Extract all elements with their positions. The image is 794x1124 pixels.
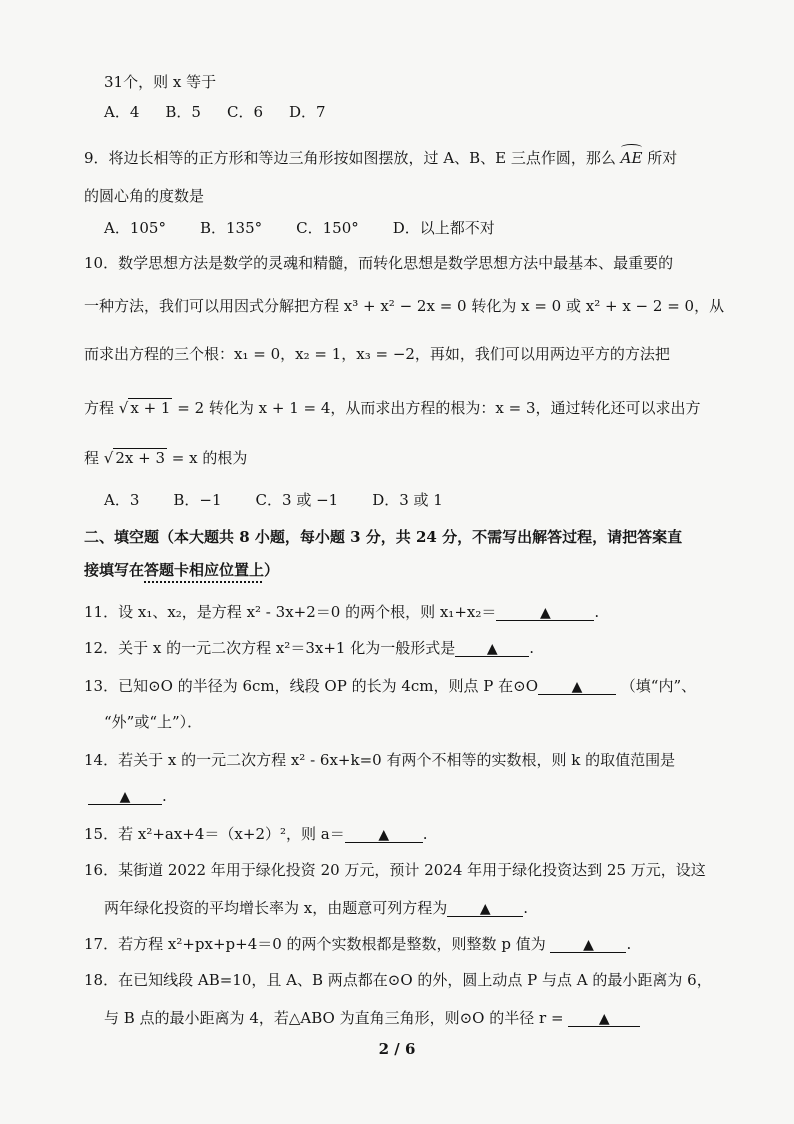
q10-line5: 程 √ 2x + 3 = x 的根为 <box>84 449 248 467</box>
blank-triangle-icon: ▲ <box>571 679 583 695</box>
q18-answer-blank[interactable] <box>568 1008 640 1027</box>
q13-line2: “外”或“上”）． <box>104 713 203 731</box>
blank-triangle-icon: ▲ <box>539 605 551 621</box>
section2-heading-line2: 接填写在答题卡相应位置上） <box>84 561 280 579</box>
answer-card-emphasis: 答题卡相应位置上 <box>144 561 265 579</box>
q17: 17．若方程 x²+px+p+4＝0 的两个实数根都是整数，则整数 p 值为 ▲ . <box>84 935 632 953</box>
q13: 13．已知⊙O 的半径为 6cm，线段 OP 的长为 4cm，则点 P 在⊙O ▲ （填“内”、 <box>84 677 697 695</box>
q18-line1: 18．在已知线段 AB=10，且 A、B 两点都在⊙O 的外，圆上动点 P 与点 A 的最小距离为 6， <box>84 971 712 989</box>
q8-option-c: C．6 <box>226 103 263 121</box>
q9-line1: 9．将边长相等的正方形和等边三角形按如图摆放，过 A、B、E 三点作圆，那么 AE 所对 <box>84 149 678 167</box>
q16-line2: 两年绿化投资的平均增长率为 x，由题意可列方程为 ▲ . <box>104 899 529 917</box>
q10-line1: 10．数学思想方法是数学的灵魂和精髓，而转化思想是数学思想方法中最基本、最重要的 <box>84 254 674 272</box>
q10-option-d: D．3 或 1 <box>372 491 443 509</box>
q9-line2: 的圆心角的度数是 <box>84 187 205 205</box>
q10-line3: 而求出方程的三个根：x₁ = 0，x₂ = 1，x₃ = −2，再如，我们可以用两边平方的方法把 <box>84 345 670 363</box>
blank-triangle-icon: ▲ <box>583 937 594 953</box>
q17-answer-blank[interactable] <box>550 934 626 953</box>
q8-option-a: A．4 <box>104 103 140 121</box>
q16-line1: 16．某街道 2022 年用于绿化投资 20 万元，预计 2024 年用于绿化投资达到 25 万元，设这 <box>84 861 706 879</box>
q8-option-d: D．7 <box>289 103 326 121</box>
q9-option-b: B．135° <box>199 219 263 237</box>
q11: 11．设 x₁、x₂，是方程 x² - 3x+2＝0 的两个根，则 x₁+x₂＝ ▲ . <box>84 603 600 621</box>
q10-option-a: A．3 <box>104 491 140 509</box>
q10-options <box>104 490 469 510</box>
q10-option-c: C．3 或 −1 <box>255 491 339 509</box>
q15-answer-blank[interactable] <box>345 824 423 843</box>
q10-sqrt-1: x + 1 <box>130 399 171 417</box>
q10-line2: 一种方法，我们可以用因式分解把方程 x³ + x² − 2x = 0 转化为 x = 0 或 x² + x − 2 = 0，从 <box>84 297 725 315</box>
q9-option-d: D．以上都不对 <box>392 219 495 237</box>
q9-option-a: A．105° <box>104 219 166 237</box>
q18-line2: 与 B 点的最小距离为 4，若△ABO 为直角三角形，则⊙O 的半径 r = ▲ <box>104 1008 640 1028</box>
q12-answer-blank[interactable] <box>455 638 529 657</box>
blank-triangle-icon: ▲ <box>119 789 131 805</box>
q8-option-b: B．5 <box>165 103 201 121</box>
q13-answer-blank[interactable] <box>538 676 616 695</box>
q10-line4: 方程 √ x + 1 = 2 转化为 x + 1 = 4，从而求出方程的根为：x = 3，通过转化还可以求出方 <box>84 399 701 417</box>
q16-answer-blank[interactable] <box>447 898 523 917</box>
q11-answer-blank[interactable] <box>496 602 594 621</box>
blank-triangle-icon: ▲ <box>598 1011 610 1027</box>
q8-tail: 31个，则 x 等于 <box>104 73 217 91</box>
q9-options <box>104 218 521 238</box>
q14-answer-blank[interactable] <box>88 786 162 805</box>
page-number: 2 / 6 <box>378 1040 416 1058</box>
q10-sqrt-2: 2x + 3 <box>115 449 165 467</box>
q9-option-c: C．150° <box>296 219 359 237</box>
q14-line1: 14．若关于 x 的一元二次方程 x² - 6x+k=0 有两个不相等的实数根，则 k 的取值范围是 <box>84 751 676 769</box>
arc-ae: AE <box>620 149 643 167</box>
section2-heading: 二、填空题（本大题共 8 小题，每小题 3 分，共 24 分，不需写出解答过程，请把答案直 <box>84 528 683 546</box>
q8-options <box>104 102 352 122</box>
q14-line2: ▲ . <box>88 786 167 806</box>
blank-triangle-icon: ▲ <box>479 901 491 917</box>
q10-option-b: B．−1 <box>173 491 222 509</box>
blank-triangle-icon: ▲ <box>378 827 390 843</box>
q12: 12．关于 x 的一元二次方程 x²＝3x+1 化为一般形式是 ▲ . <box>84 639 534 657</box>
q15: 15．若 x²+ax+4＝（x+2）²，则 a＝ ▲ . <box>84 825 428 843</box>
blank-triangle-icon: ▲ <box>486 641 498 657</box>
